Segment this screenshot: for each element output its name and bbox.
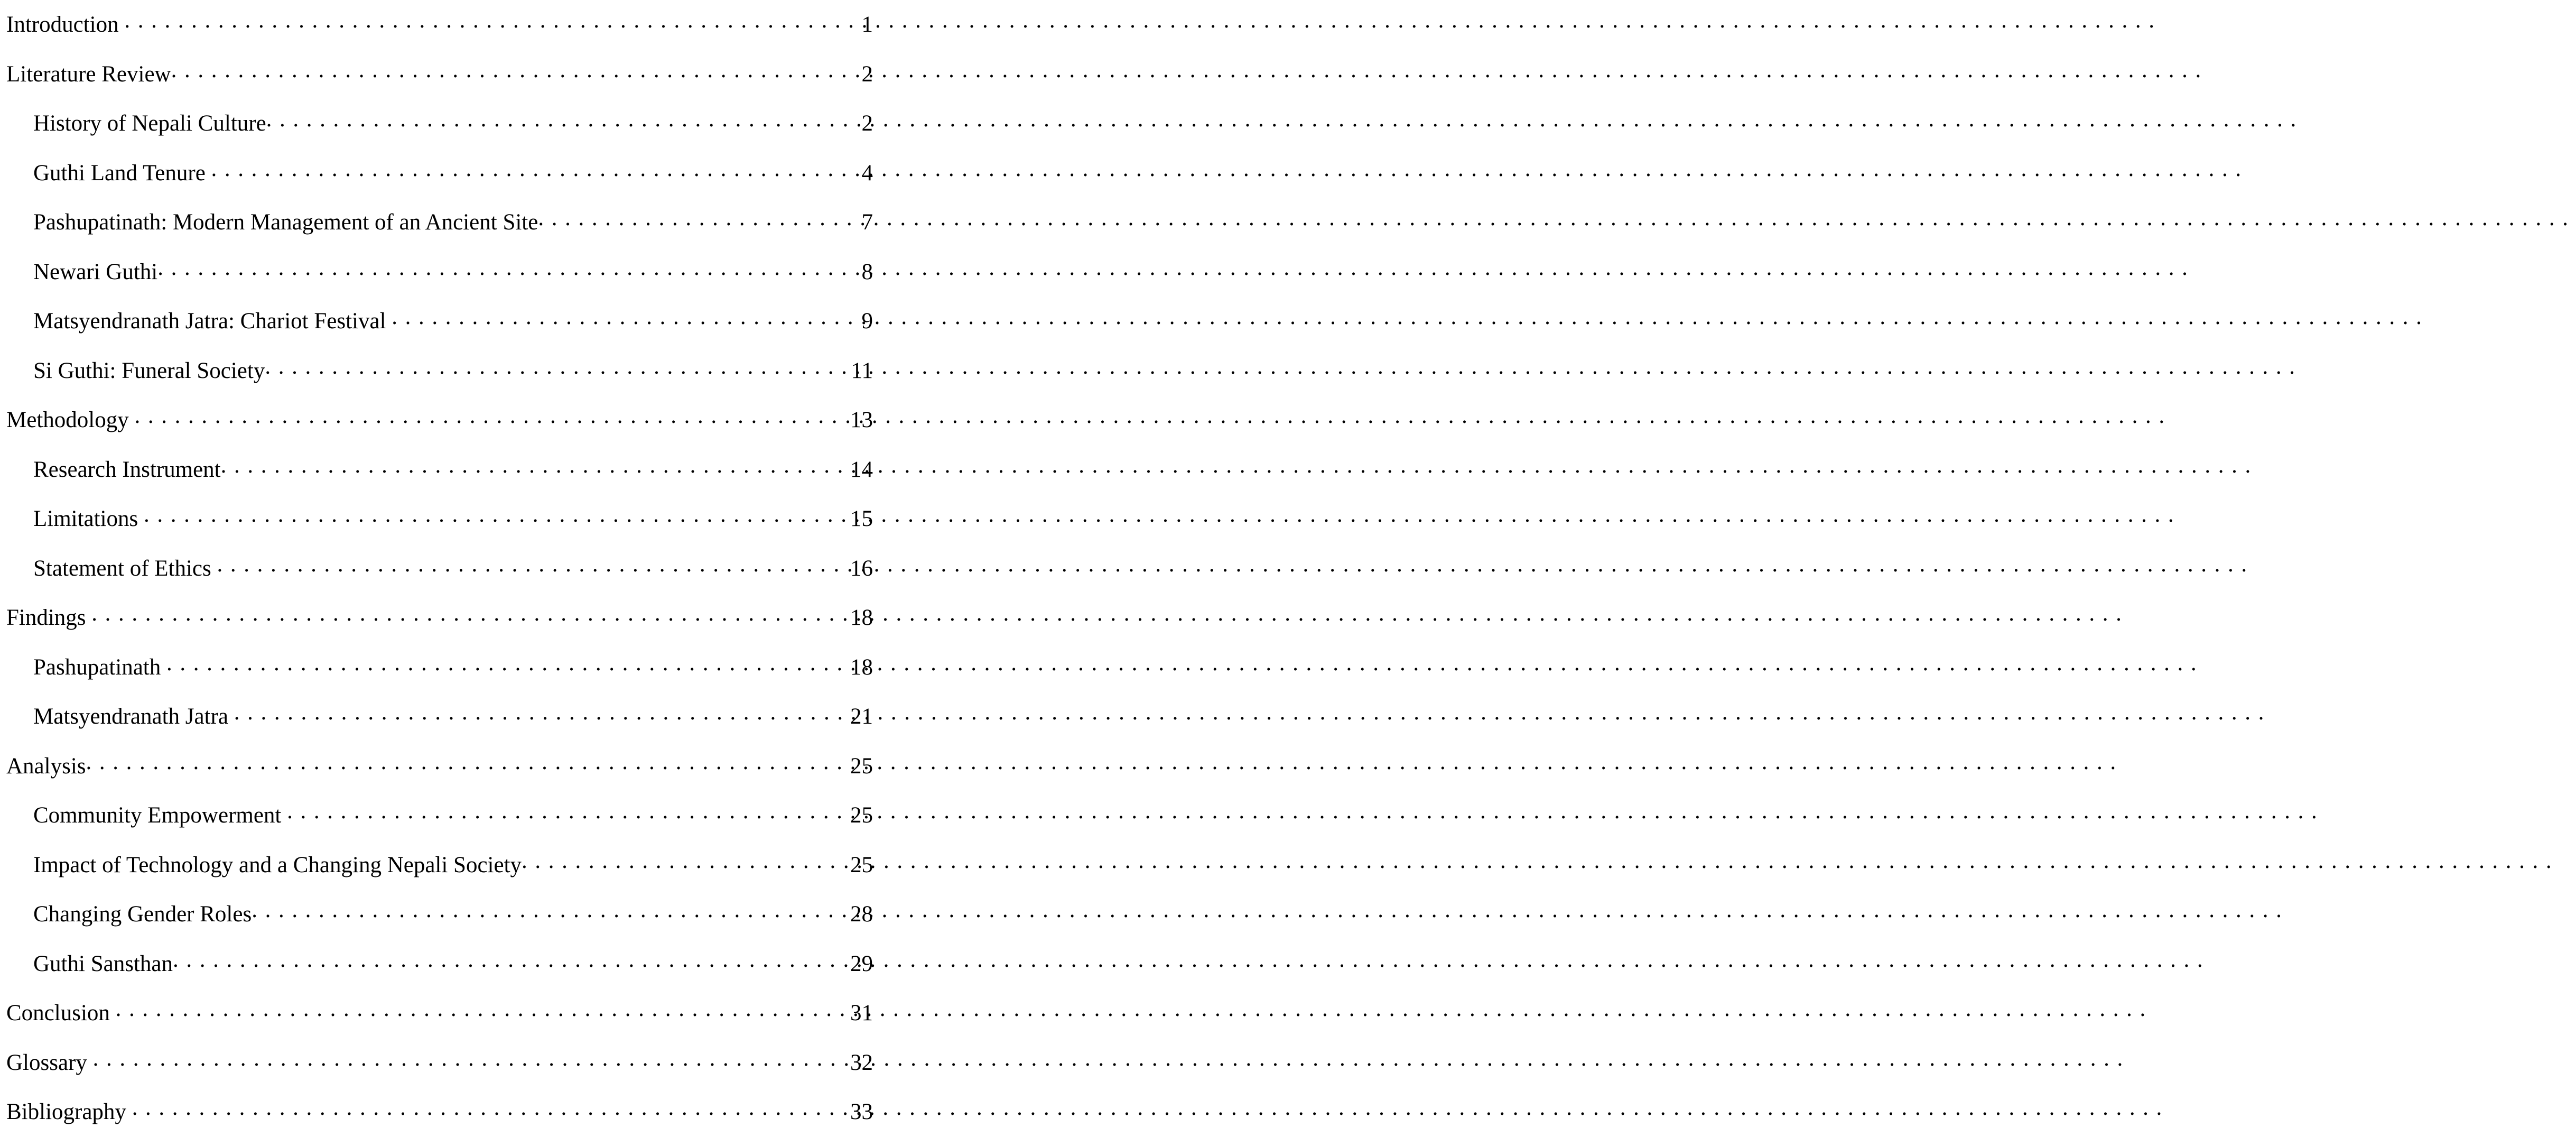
toc-entry-page-number: 28 bbox=[850, 902, 873, 927]
toc-entry-title: Matsyendranath Jatra: Chariot Festival bbox=[33, 309, 386, 334]
toc-entry-page-number: 25 bbox=[850, 753, 873, 779]
dot-leader bbox=[93, 1047, 850, 1070]
toc-entry[interactable] bbox=[6, 593, 873, 643]
toc-entry-page-number: 33 bbox=[850, 1099, 873, 1124]
dot-leader bbox=[522, 849, 850, 872]
dot-leader bbox=[171, 59, 862, 81]
toc-entry-page-number: 2 bbox=[861, 111, 873, 136]
toc-entry-title: Guthi Land Tenure bbox=[33, 160, 206, 186]
dot-leader bbox=[217, 553, 850, 576]
dot-leader bbox=[116, 997, 850, 1020]
dot-leader bbox=[266, 108, 862, 131]
document-page bbox=[0, 0, 884, 1124]
toc-entry-page-number: 7 bbox=[861, 210, 873, 235]
toc-entry[interactable] bbox=[6, 890, 873, 939]
toc-entry-page-number: 13 bbox=[850, 408, 873, 432]
toc-entry[interactable] bbox=[6, 99, 873, 149]
toc-entry-title: Matsyendranath Jatra bbox=[33, 704, 228, 729]
toc-entry-title: Bibliography bbox=[6, 1099, 126, 1124]
dot-leader bbox=[157, 256, 861, 279]
toc-entry[interactable] bbox=[6, 791, 873, 840]
toc-entry-page-number: 16 bbox=[850, 556, 873, 581]
toc-entry[interactable] bbox=[6, 0, 873, 50]
toc-entry-page-number: 8 bbox=[861, 259, 873, 284]
toc-entry-page-number: 25 bbox=[850, 803, 873, 828]
toc-entry-title: Limitations bbox=[33, 506, 138, 531]
dot-leader bbox=[265, 355, 851, 378]
toc-entry[interactable] bbox=[6, 247, 873, 297]
toc-entry[interactable] bbox=[6, 494, 873, 544]
toc-entry[interactable] bbox=[6, 198, 873, 247]
toc-entry-title: Changing Gender Roles bbox=[33, 902, 252, 927]
toc-entry[interactable] bbox=[6, 445, 873, 495]
toc-entry-title: Conclusion bbox=[6, 1001, 110, 1025]
toc-entry-page-number: 31 bbox=[850, 1001, 873, 1025]
toc-entry-title: Pashupatinath bbox=[33, 654, 161, 680]
toc-entry-page-number: 2 bbox=[861, 61, 873, 87]
dot-leader bbox=[211, 158, 862, 180]
dot-leader bbox=[134, 404, 850, 427]
toc-entry[interactable] bbox=[6, 346, 873, 396]
dot-leader bbox=[234, 701, 850, 724]
toc-entry[interactable] bbox=[6, 840, 873, 890]
toc-entry-title: Research Instrument bbox=[33, 457, 221, 482]
dot-leader bbox=[144, 503, 850, 526]
toc-entry-title: Analysis bbox=[6, 753, 86, 779]
toc-entry-title: Newari Guthi bbox=[33, 259, 158, 284]
toc-entry-title: History of Nepali Culture bbox=[33, 111, 266, 136]
toc-entry[interactable] bbox=[6, 297, 873, 346]
toc-entry[interactable] bbox=[6, 643, 873, 692]
toc-entry-page-number: 32 bbox=[850, 1050, 873, 1075]
toc-entry-page-number: 29 bbox=[850, 951, 873, 976]
toc-entry-title: Impact of Technology and a Changing Nepali Society bbox=[33, 852, 522, 877]
dot-leader bbox=[132, 1096, 850, 1119]
toc-entry-title: Guthi Sansthan bbox=[33, 951, 173, 976]
dot-leader bbox=[538, 207, 861, 229]
dot-leader bbox=[124, 9, 861, 32]
toc-entry-page-number: 18 bbox=[850, 654, 873, 680]
toc-entry-page-number: 11 bbox=[851, 358, 873, 383]
toc-entry-page-number: 1 bbox=[861, 12, 873, 37]
dot-leader bbox=[91, 602, 850, 625]
toc-entry-title: Community Empowerment bbox=[33, 803, 282, 828]
toc-entry[interactable] bbox=[6, 988, 873, 1038]
toc-entry-page-number: 4 bbox=[861, 160, 873, 186]
toc-entry[interactable] bbox=[6, 544, 873, 594]
toc-entry[interactable] bbox=[6, 50, 873, 99]
toc-entry-page-number: 14 bbox=[850, 457, 873, 482]
dot-leader bbox=[173, 948, 850, 971]
dot-leader bbox=[86, 751, 851, 773]
toc-entry-title: Introduction bbox=[6, 12, 119, 37]
dot-leader bbox=[166, 652, 850, 674]
toc-entry-title: Pashupatinath: Modern Management of an Ancient Site bbox=[33, 210, 538, 235]
toc-entry-page-number: 18 bbox=[850, 605, 873, 630]
toc-entry-title: Glossary bbox=[6, 1050, 87, 1075]
toc-entry[interactable] bbox=[6, 1038, 873, 1088]
table-of-contents bbox=[6, 0, 873, 1137]
toc-entry[interactable] bbox=[6, 395, 873, 445]
toc-entry-title: Literature Review bbox=[6, 61, 171, 87]
toc-entry[interactable] bbox=[6, 692, 873, 742]
toc-entry-page-number: 9 bbox=[861, 309, 873, 334]
toc-entry-title: Methodology bbox=[6, 408, 129, 432]
dot-leader bbox=[287, 800, 850, 822]
dot-leader bbox=[221, 454, 850, 477]
toc-entry[interactable] bbox=[6, 742, 873, 791]
dot-leader bbox=[392, 306, 861, 328]
toc-entry-title: Findings bbox=[6, 605, 86, 630]
toc-entry[interactable] bbox=[6, 1087, 873, 1137]
toc-entry[interactable] bbox=[6, 149, 873, 198]
toc-entry-title: Statement of Ethics bbox=[33, 556, 211, 581]
toc-entry-page-number: 21 bbox=[850, 704, 873, 729]
toc-entry-page-number: 25 bbox=[850, 852, 873, 877]
dot-leader bbox=[252, 899, 850, 921]
toc-entry-title: Si Guthi: Funeral Society bbox=[33, 358, 265, 383]
toc-entry[interactable] bbox=[6, 939, 873, 989]
toc-entry-page-number: 15 bbox=[850, 506, 873, 531]
